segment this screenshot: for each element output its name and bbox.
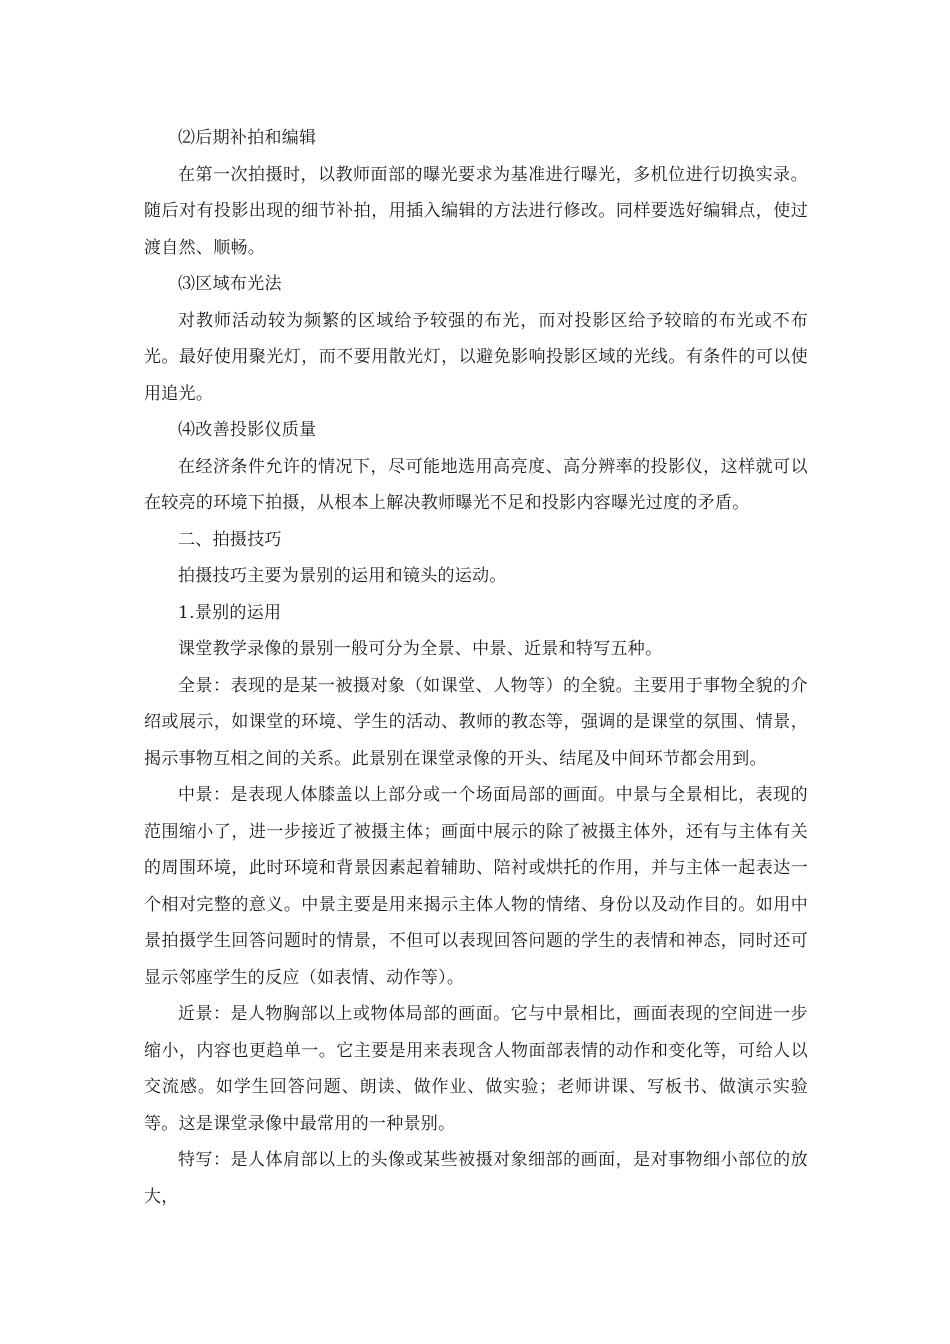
paragraph-area-lighting: 对教师活动较为频繁的区域给予较强的布光，而对投影区给予较暗的布光或不布光。最好使用聚光灯，而不要用散光灯，以避免影响投影区域的光线。有条件的可以使用追光。: [144, 310, 808, 404]
paragraph-shot-size-types: 课堂教学录像的景别一般可分为全景、中景、近景和特写五种。: [178, 639, 663, 659]
section-heading-shooting-skills: 二、拍摄技巧: [178, 529, 282, 550]
paragraph-medium-shot: 中景：是表现人体膝盖以上部分或一个场面局部的画面。中景与全景相比，表现的范围缩小了，进一步接近了被摄主体；画面中展示的除了被摄主体外，还有与主体有关的周围环境，此时环境和背景因素起着辅助、陪衬或烘托的作用，并与主体一起表达一个相对完整的意义。中景主要是用来揭示主体人物的情绪、身份以及动作目的。如用中景拍摄学生回答问题时的情景，不但可以表现回答问题的学生的表情和神态，同时还可显示邻座学生的反应（如表情、动作等）。: [144, 785, 808, 988]
paragraph-projector-quality: 在经济条件允许的情况下，尽可能地选用高亮度、高分辨率的投影仪，这样就可以在较亮的环境下拍摄，从根本上解决教师曝光不足和投影内容曝光过度的矛盾。: [144, 456, 808, 513]
paragraph-close-up: 特写：是人体肩部以上的头像或某些被摄对象细部的画面，是对事物细小部位的放大，: [144, 1150, 808, 1207]
subheading-later-reshoot: ⑵后期补拍和编辑: [178, 128, 317, 148]
paragraph-exposure-editing: 在第一次拍摄时，以教师面部的曝光要求为基准进行曝光，多机位进行切换实录。随后对有投影出现的细节补拍，用插入编辑的方法进行修改。同样要选好编辑点，使过渡自然、顺畅。: [144, 164, 808, 258]
document-body: [144, 120, 808, 1215]
subheading-area-lighting: ⑶区域布光法: [178, 274, 282, 294]
paragraph-shooting-skills-intro: 拍摄技巧主要为景别的运用和镜头的运动。: [178, 566, 507, 586]
paragraph-close-shot: 近景：是人物胸部以上或物体局部的画面。它与中景相比，画面表现的空间进一步缩小，内容也更趋单一。它主要是用来表现含人物面部表情的动作和变化等，可给人以交流感。如学生回答问题、朗读、做作业、做实验；老师讲课、写板书、做演示实验等。这是课堂录像中最常用的一种景别。: [144, 1004, 808, 1134]
subheading-shot-size: 1.景别的运用: [178, 602, 282, 623]
paragraph-full-shot: 全景：表现的是某一被摄对象（如课堂、人物等）的全貌。主要用于事物全貌的介绍或展示，如课堂的环境、学生的活动、教师的教态等，强调的是课堂的氛围、情景，揭示事物互相之间的关系。此景别在课堂录像的开头、结尾及中间环节都会用到。: [144, 675, 808, 769]
subheading-projector-quality: ⑷改善投影仪质量: [178, 420, 317, 440]
